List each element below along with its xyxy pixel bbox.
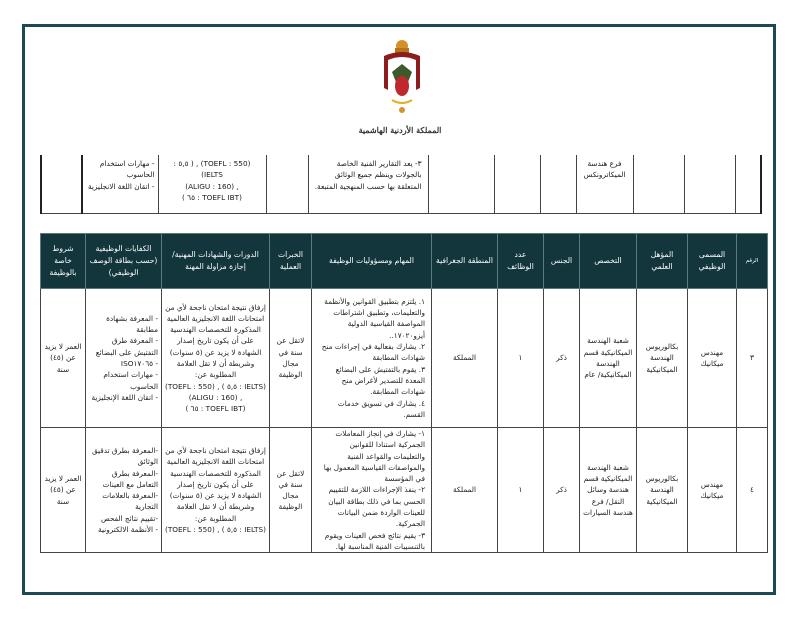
- previous-page-fragment-table: [40, 155, 762, 214]
- competency-line: -المعرفة بطرق التعامل مع العينات: [102, 468, 158, 489]
- competencies-cell: [86, 289, 162, 428]
- task-item: ١. يلتزم بتطبيق القوانين والأنظمة والتعليمات، وتطبيق اشتراطات المواصفة القياسية الدولية أيزو١٧٠٢٠..: [324, 296, 425, 340]
- fragment-conditions-cell: [41, 155, 82, 214]
- rank-cell: ٣: [737, 289, 768, 428]
- cert-line: (TOEFL : 550) , ( ٥,٥ :: [173, 159, 251, 168]
- header-conditions: شروط خاصة بالوظيفة: [41, 234, 86, 289]
- competency-line: - المعرفة طرق التفتيش على البضائع: [95, 336, 158, 357]
- fragment-title-cell: [684, 155, 735, 214]
- cert-line: IELTS): [201, 170, 223, 180]
- header-count: عدد الوظائف: [498, 234, 544, 289]
- task-item: ٤. يشارك في تسويق خدمات القسم.: [337, 398, 425, 419]
- header-certs: الدورات والشهادات المهنية/إجازة مزاولة المهنة: [162, 234, 270, 289]
- title-cell: مهندس ميكانيك: [688, 289, 737, 428]
- fragment-rank-cell: [735, 155, 761, 214]
- gender-cell: ذكر: [544, 428, 580, 553]
- task-item: ٣- يقيم نتائج فحص العينات ويقوم بالتنسيبات الفنية المناسبة لها.: [324, 530, 425, 551]
- competency-line: - الأنظمة الالكترونية: [98, 525, 158, 535]
- coat-of-arms-emblem: [378, 38, 426, 120]
- fragment-specialization-cell: فرع هندسة الميكاترونكس: [576, 155, 633, 214]
- cert-line: إرفاق نتيجة امتحان ناجحة لأي من امتحانات اللغة الانجليزية العالمية المذكورة للتخصصات الهندسية على أن يكون تاريخ إصدار الشهادة لا يزيد عن (٥ سنوات) وشريطة أن لا تقل العلامة المطلوبة عن:: [165, 302, 266, 380]
- qualification-cell: بكالوريوس الهندسة الميكانيكية: [637, 289, 688, 428]
- tasks-cell: [312, 289, 432, 428]
- task-item: ٣. يقوم بالتفتيش على البضائع المعدة للتصدير لأغراض منح شهادات المطابقة.: [335, 364, 425, 397]
- fragment-row: [41, 155, 761, 214]
- header-title: المسمى الوظيفي: [688, 234, 737, 289]
- competency-line: - اتقان اللغة الإنجليزية: [91, 392, 158, 402]
- kingdom-name-calligraphy: المملكة الأردنية الهاشمية: [358, 125, 442, 135]
- header-specialization: التخصص: [580, 234, 637, 289]
- header-experience: الخبرات العملية: [270, 234, 312, 289]
- certs-cell: [162, 428, 270, 553]
- competency-line: - المعرفة بشهادة مطابقة: [106, 313, 158, 335]
- table-row: [41, 428, 768, 553]
- rank-cell: ٤: [737, 428, 768, 553]
- specialization-cell: شعبة الهندسة الميكانيكية قسم الهندسة الميكانيكية/ عام: [580, 289, 637, 428]
- count-cell: ١: [498, 289, 544, 428]
- region-cell: المملكة: [432, 289, 498, 428]
- conditions-cell: العمر لا يزيد عن (٤٥) سنة: [41, 289, 86, 428]
- table-header-row: [41, 234, 768, 289]
- header-region: المنطقة الجغرافية: [432, 234, 498, 289]
- tasks-cell: [312, 428, 432, 553]
- qualification-cell: بكالوريوس الهندسة الميكانيكية: [637, 428, 688, 553]
- competency-line: - اتقان اللغة الانجليزية: [87, 181, 155, 191]
- conditions-cell: العمر لا يزيد عن (٤٥) سنة: [41, 428, 86, 553]
- competency-line: - مهارات استخدام الحاسوب: [99, 159, 155, 180]
- header-qualification: المؤهل العلمي: [637, 234, 688, 289]
- cert-line: , (ALIGU : 160): [188, 392, 243, 402]
- fragment-count-cell: [494, 155, 540, 214]
- header-tasks: المهام ومسؤوليات الوظيفة: [312, 234, 432, 289]
- cert-line: إرفاق نتيجة امتحان ناجحة لأي من امتحانات اللغة الانجليزية العالمية المذكورة للتخصصات الهندسية على أن يكون تاريخ إصدار الشهادة لا يزيد عن (٥ سنوات) وشريطة أن لا تقل العلامة المطلوبة عن:: [165, 445, 266, 523]
- title-cell: مهندس ميكانيك: [688, 428, 737, 553]
- specialization-cell: شعبة الهندسة الميكانيكية قسم هندسة وسائل النقل/ فرع هندسة السيارات: [580, 428, 637, 553]
- experience-cell: لاتقل عن سنة في مجال الوظيفة: [270, 428, 312, 553]
- cert-line: (TOEFL IBT : ٦٥ ): [182, 192, 242, 202]
- competency-line: - مهارات استخدام الحاسوب: [103, 370, 158, 391]
- cert-line: , (ALIGU : 160): [185, 181, 239, 191]
- fragment-qualification-cell: [633, 155, 684, 214]
- gender-cell: ذكر: [544, 289, 580, 428]
- header-gender: الجنس: [544, 234, 580, 289]
- header-rank: الرقم: [737, 234, 768, 289]
- header-competencies: الكفايات الوظيفية (حسب بطاقة الوصف الوظيفي): [86, 234, 162, 289]
- fragment-certs-cell: [158, 155, 266, 214]
- region-cell: المملكة: [432, 428, 498, 553]
- certs-cell: [162, 289, 270, 428]
- competencies-cell: [86, 428, 162, 553]
- fragment-tasks-cell: ٣- يعد التقارير الفنية الخاصة بالجولات وينظم جميع الوثائق المتعلقة بها حسب المنهجية المتبعة.: [308, 155, 428, 214]
- table-row: [41, 289, 768, 428]
- experience-cell: لاتقل عن سنة في مجال الوظيفة: [270, 289, 312, 428]
- job-vacancies-table: [40, 233, 768, 553]
- task-item: ٢- ينفذ الإجراءات اللازمة للتقييم الحسي بما في ذلك بطاقة البيان للعينات الواردة ضمن البيانات الجمركية.: [328, 485, 425, 529]
- competency-line: -تقييم نتائج الفحص: [100, 513, 158, 523]
- cert-line: (IELTS : ٥,٥ ) , (TOEFL : 550): [164, 525, 266, 535]
- competency-line: -المعرفة بالعلامات التجارية: [102, 491, 158, 512]
- task-item: ٢. يشارك بفعالية في إجراءات منح شهادات المطابقة: [321, 342, 425, 363]
- fragment-region-cell: [428, 155, 494, 214]
- competency-line: -المعرفة بطرق تدقيق الوثائق: [91, 445, 158, 467]
- count-cell: ١: [498, 428, 544, 553]
- fragment-competencies-cell: [82, 155, 158, 214]
- cert-line: (IELTS : ٥,٥ ) , (TOEFL : 550): [164, 381, 266, 391]
- fragment-gender-cell: [540, 155, 576, 214]
- cert-line: (TOEFL IBT : ٦٥ ): [185, 404, 246, 414]
- fragment-experience-cell: [266, 155, 308, 214]
- task-item: ١- يشارك في إنجاز المعاملات الجمركية استنادا للقوانين والتعليمات والقواعد الفنية والمواصفات القياسية المعمول بها في المؤسسة: [323, 429, 425, 484]
- competency-line: - ISO١٧٠٦٥: [120, 359, 158, 368]
